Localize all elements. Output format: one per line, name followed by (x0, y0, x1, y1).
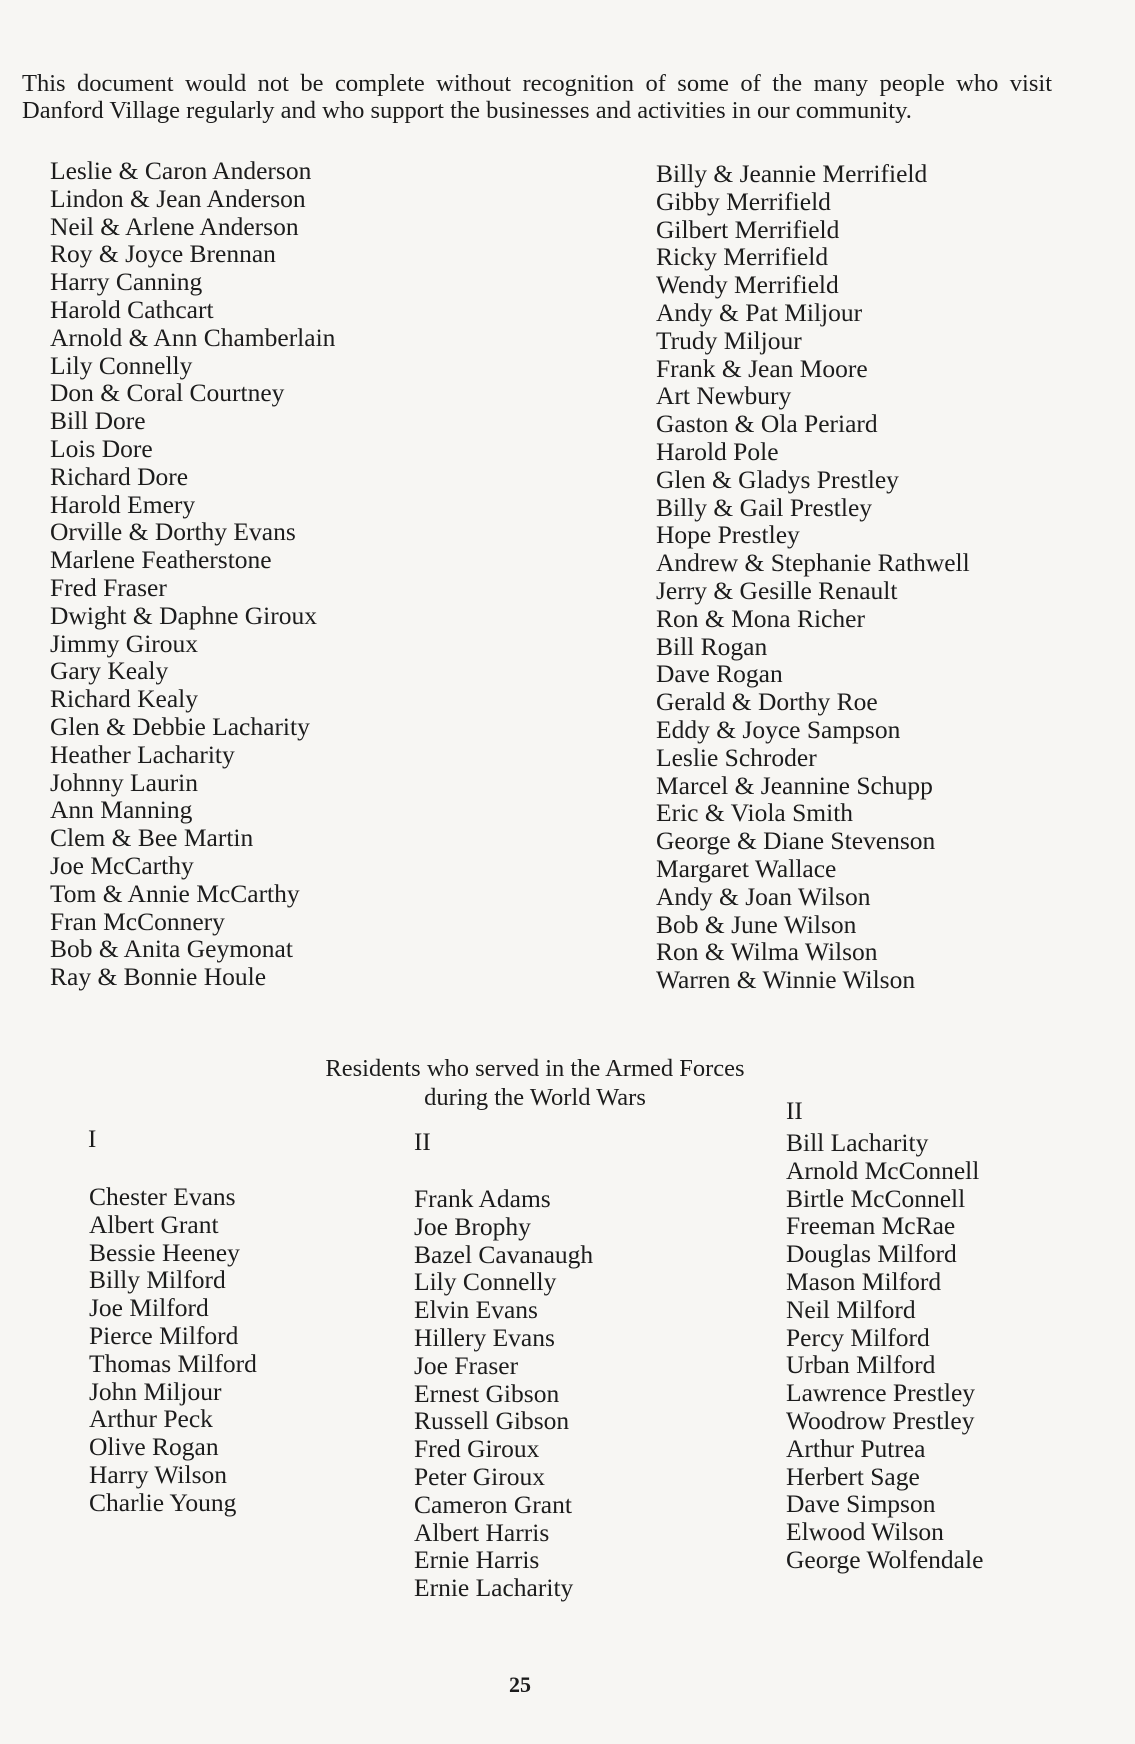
name-entry: Eddy & Joyce Sampson (656, 714, 901, 744)
name-entry: Orville & Dorthy Evans (50, 517, 296, 547)
name-entry: Wendy Merrifield (656, 270, 839, 300)
name-entry: Arthur Peck (89, 1404, 213, 1434)
name-entry: Bill Lacharity (786, 1128, 929, 1157)
name-entry: Jimmy Giroux (50, 628, 199, 658)
name-entry: Harry Wilson (89, 1459, 228, 1489)
name-entry: Arnold McConnell (786, 1155, 980, 1185)
name-entry: Andy & Joan Wilson (656, 881, 871, 911)
name-entry: Neil & Arlene Anderson (50, 211, 299, 241)
ww1-label: I (88, 1126, 97, 1153)
name-entry: Johnny Laurin (50, 767, 199, 797)
supporters-list-right (656, 160, 970, 994)
name-entry: Herbert Sage (786, 1461, 920, 1491)
name-entry: Lawrence Prestley (786, 1378, 976, 1408)
name-entry: Lindon & Jean Anderson (50, 183, 306, 213)
name-entry: Russell Gibson (414, 1406, 570, 1436)
name-entry: Birtle McConnell (786, 1183, 966, 1213)
name-entry: Freeman McRae (786, 1211, 956, 1241)
name-entry: Marlene Featherstone (50, 545, 272, 575)
name-entry: George & Diane Stevenson (656, 826, 936, 856)
name-entry: Pierce Milford (89, 1320, 239, 1350)
name-entry: Lily Connelly (50, 350, 193, 380)
name-entry: Harold Pole (656, 436, 779, 466)
name-entry: Joe Milford (89, 1293, 209, 1323)
name-entry: Ray & Bonnie Houle (50, 962, 267, 992)
name-entry: Margaret Wallace (656, 853, 837, 883)
name-entry: Gibby Merrifield (656, 186, 831, 216)
name-entry: Lois Dore (50, 433, 153, 463)
name-entry: Mason Milford (786, 1266, 942, 1296)
name-entry: Fran McConnery (50, 906, 225, 936)
name-entry: Harry Canning (50, 267, 203, 297)
name-entry: Art Newbury (656, 381, 792, 411)
name-entry: Marcel & Jeannine Schupp (656, 770, 933, 800)
ww2-list-right (786, 1129, 983, 1574)
name-entry: Charlie Young (89, 1487, 237, 1517)
name-entry: Glen & Gladys Prestley (656, 464, 899, 494)
name-entry: Bessie Heeney (89, 1237, 240, 1267)
name-entry: Gaston & Ola Periard (656, 409, 878, 439)
name-entry: Elwood Wilson (786, 1517, 944, 1547)
name-entry: Hillery Evans (414, 1322, 555, 1352)
name-entry: Elvin Evans (414, 1295, 538, 1325)
name-entry: Bazel Cavanaugh (414, 1239, 594, 1269)
name-entry: Ann Manning (50, 795, 193, 825)
intro-paragraph: This document would not be complete without recognition of some of the many people who visit Danford Village regularly and who support the businesses and activities in our community. (22, 70, 1052, 124)
name-entry: Roy & Joyce Brennan (50, 239, 276, 269)
name-entry: George Wolfendale (786, 1544, 984, 1574)
name-entry: Arnold & Ann Chamberlain (50, 322, 336, 352)
name-entry: Frank & Jean Moore (656, 353, 868, 383)
name-entry: Albert Grant (89, 1209, 219, 1239)
name-entry: Arthur Putrea (786, 1433, 926, 1463)
name-entry: Lily Connelly (414, 1267, 557, 1297)
name-entry: Joe Brophy (414, 1211, 531, 1241)
name-entry: Bob & June Wilson (656, 909, 857, 939)
name-entry: Bill Rogan (656, 631, 768, 661)
name-entry: Ricky Merrifield (656, 242, 829, 272)
name-entry: Richard Dore (50, 461, 189, 491)
name-entry: Dave Rogan (656, 659, 783, 689)
name-entry: Tom & Annie McCarthy (50, 878, 300, 908)
name-entry: Douglas Milford (786, 1239, 957, 1269)
name-entry: Peter Giroux (414, 1461, 546, 1491)
name-entry: Warren & Winnie Wilson (656, 965, 916, 995)
name-entry: Percy Milford (786, 1322, 930, 1352)
name-entry: Urban Milford (786, 1350, 936, 1380)
name-entry: Andrew & Stephanie Rathwell (656, 548, 970, 578)
name-entry: Heather Lacharity (50, 739, 235, 769)
name-entry: Dave Simpson (786, 1489, 936, 1519)
name-entry: Jerry & Gesille Renault (656, 575, 898, 605)
name-entry: Fred Fraser (50, 572, 167, 602)
name-entry: Ernest Gibson (414, 1378, 560, 1408)
name-entry: Chester Evans (89, 1182, 236, 1211)
name-entry: Harold Cathcart (50, 294, 214, 324)
name-entry: Ron & Wilma Wilson (656, 937, 878, 967)
name-entry: Don & Coral Courtney (50, 378, 285, 408)
name-entry: Olive Rogan (89, 1432, 219, 1462)
name-entry: Frank Adams (414, 1184, 551, 1213)
name-entry: Hope Prestley (656, 520, 800, 550)
name-entry: Thomas Milford (89, 1348, 257, 1378)
name-entry: Clem & Bee Martin (50, 823, 254, 853)
name-entry: Leslie & Caron Anderson (50, 156, 312, 185)
ww2-label-right: II (786, 1098, 803, 1125)
name-entry: Glen & Debbie Lacharity (50, 711, 310, 741)
name-entry: Billy Milford (89, 1265, 226, 1295)
name-entry: Gilbert Merrifield (656, 214, 840, 244)
name-entry: Trudy Miljour (656, 325, 802, 355)
name-entry: Harold Emery (50, 489, 196, 519)
name-entry: Ernie Lacharity (414, 1573, 574, 1603)
name-entry: Andy & Pat Miljour (656, 297, 863, 327)
ww2-list-middle (414, 1185, 593, 1602)
name-entry: Woodrow Prestley (786, 1405, 975, 1435)
name-entry: Cameron Grant (414, 1489, 572, 1519)
name-entry: Gerald & Dorthy Roe (656, 687, 878, 717)
supporters-list-left (50, 157, 335, 991)
ww2-label-middle: II (414, 1129, 431, 1156)
name-entry: Eric & Viola Smith (656, 798, 854, 828)
name-entry: Dwight & Daphne Giroux (50, 600, 318, 630)
page-number: 25 (509, 1672, 531, 1697)
name-entry: Richard Kealy (50, 684, 198, 714)
name-entry: Billy & Jeannie Merrifield (656, 159, 928, 188)
name-entry: Joe Fraser (414, 1350, 519, 1380)
armed-forces-heading: Residents who served in the Armed Forces during the World Wars (325, 1055, 745, 1111)
name-entry: Bill Dore (50, 406, 146, 436)
name-entry: Ron & Mona Richer (656, 603, 865, 633)
name-entry: Neil Milford (786, 1294, 916, 1324)
name-entry: Billy & Gail Prestley (656, 492, 873, 522)
name-entry: Ernie Harris (414, 1545, 540, 1575)
name-entry: John Miljour (89, 1376, 222, 1406)
name-entry: Leslie Schroder (656, 742, 817, 772)
name-entry: Albert Harris (414, 1517, 550, 1547)
ww1-list (89, 1183, 257, 1517)
name-entry: Fred Giroux (414, 1434, 540, 1464)
name-entry: Bob & Anita Geymonat (50, 934, 293, 964)
name-entry: Gary Kealy (50, 656, 169, 686)
name-entry: Joe McCarthy (50, 850, 194, 880)
